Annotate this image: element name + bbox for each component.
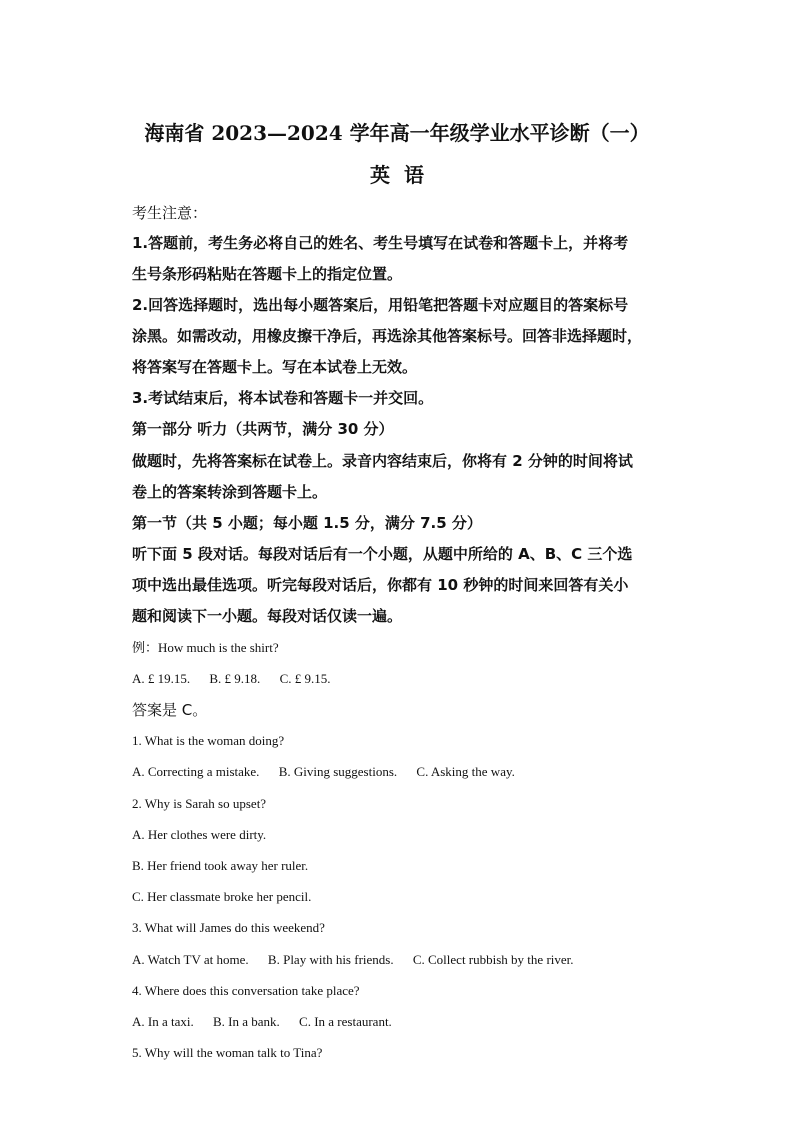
notice-item-2-line-2: 涂黑。如需改动，用橡皮擦干净后，再选涂其他答案标号。回答非选择题时， bbox=[132, 327, 643, 345]
question-1-option-a: A. Correcting a mistake. bbox=[132, 764, 260, 779]
notice-item-1-line-1: 1.答题前，考生务必将自己的姓名、考生号填写在试卷和答题卡上，并将考 bbox=[132, 234, 629, 252]
notice-item-2-line-1: 2.回答选择题时，选出每小题答案后，用铅笔把答题卡对应题目的答案标号 bbox=[132, 296, 629, 314]
notice-heading: 考生注意： bbox=[132, 204, 208, 222]
question-2-option-b: B. Her friend took away her ruler. bbox=[132, 858, 309, 873]
question-2: 2. Why is Sarah so upset? bbox=[132, 796, 267, 811]
question-3-options bbox=[132, 951, 672, 969]
part-1-heading: 第一部分 听力（共两节，满分 30 分） bbox=[132, 420, 394, 438]
question-3: 3. What will James do this weekend? bbox=[132, 920, 325, 935]
notice-item-1-line-2: 生号条形码粘贴在答题卡上的指定位置。 bbox=[132, 265, 403, 283]
question-2-option-c: C. Her classmate broke her pencil. bbox=[132, 889, 312, 904]
question-3-option-c: C. Collect rubbish by the river. bbox=[412, 952, 574, 967]
exam-title: 海南省 2023—2024 学年高一年级学业水平诊断（一） bbox=[144, 121, 650, 145]
question-5: 5. Why will the woman talk to Tina? bbox=[132, 1045, 323, 1060]
part-1-intro-line-2: 卷上的答案转涂到答题卡上。 bbox=[132, 483, 328, 501]
question-1-option-c: C. Asking the way. bbox=[416, 764, 515, 779]
question-3-option-b: B. Play with his friends. bbox=[267, 952, 394, 967]
question-1-options bbox=[132, 763, 672, 781]
question-3-option-a: A. Watch TV at home. bbox=[132, 952, 249, 967]
question-1: 1. What is the woman doing? bbox=[132, 733, 285, 748]
question-4-options bbox=[132, 1013, 672, 1031]
section-1-instruction-line-3: 题和阅读下一小题。每段对话仅读一遍。 bbox=[132, 607, 403, 625]
section-1-heading: 第一节（共 5 小题；每小题 1.5 分，满分 7.5 分） bbox=[132, 514, 482, 532]
question-4-option-b: B. In a bank. bbox=[212, 1014, 280, 1029]
example-option-c: C. £ 9.15. bbox=[279, 671, 331, 686]
question-1-option-b: B. Giving suggestions. bbox=[278, 764, 398, 779]
example-question: 例：How much is the shirt? bbox=[132, 640, 279, 655]
notice-item-2-line-3: 将答案写在答题卡上。写在本试卷上无效。 bbox=[132, 358, 418, 376]
part-1-intro-line-1: 做题时，先将答案标在试卷上。录音内容结束后，你将有 2 分钟的时间将试 bbox=[132, 452, 633, 470]
example-option-b: B. £ 9.18. bbox=[209, 671, 261, 686]
example-options bbox=[132, 670, 672, 688]
question-4-option-a: A. In a taxi. bbox=[132, 1014, 194, 1029]
question-2-option-a: A. Her clothes were dirty. bbox=[132, 827, 267, 842]
notice-item-3: 3.考试结束后，将本试卷和答题卡一并交回。 bbox=[132, 389, 434, 407]
subject-title: 英语 bbox=[370, 163, 438, 187]
section-1-instruction-line-2: 项中选出最佳选项。听完每段对话后，你都有 10 秒钟的时间来回答有关小 bbox=[132, 576, 629, 594]
example-option-a: A. £ 19.15. bbox=[132, 671, 191, 686]
question-4: 4. Where does this conversation take place? bbox=[132, 983, 360, 998]
question-4-option-c: C. In a restaurant. bbox=[299, 1014, 392, 1029]
section-1-instruction-line-1: 听下面 5 段对话。每段对话后有一个小题，从题中所给的 A、B、C 三个选 bbox=[132, 545, 633, 563]
example-answer: 答案是 C。 bbox=[132, 701, 208, 719]
